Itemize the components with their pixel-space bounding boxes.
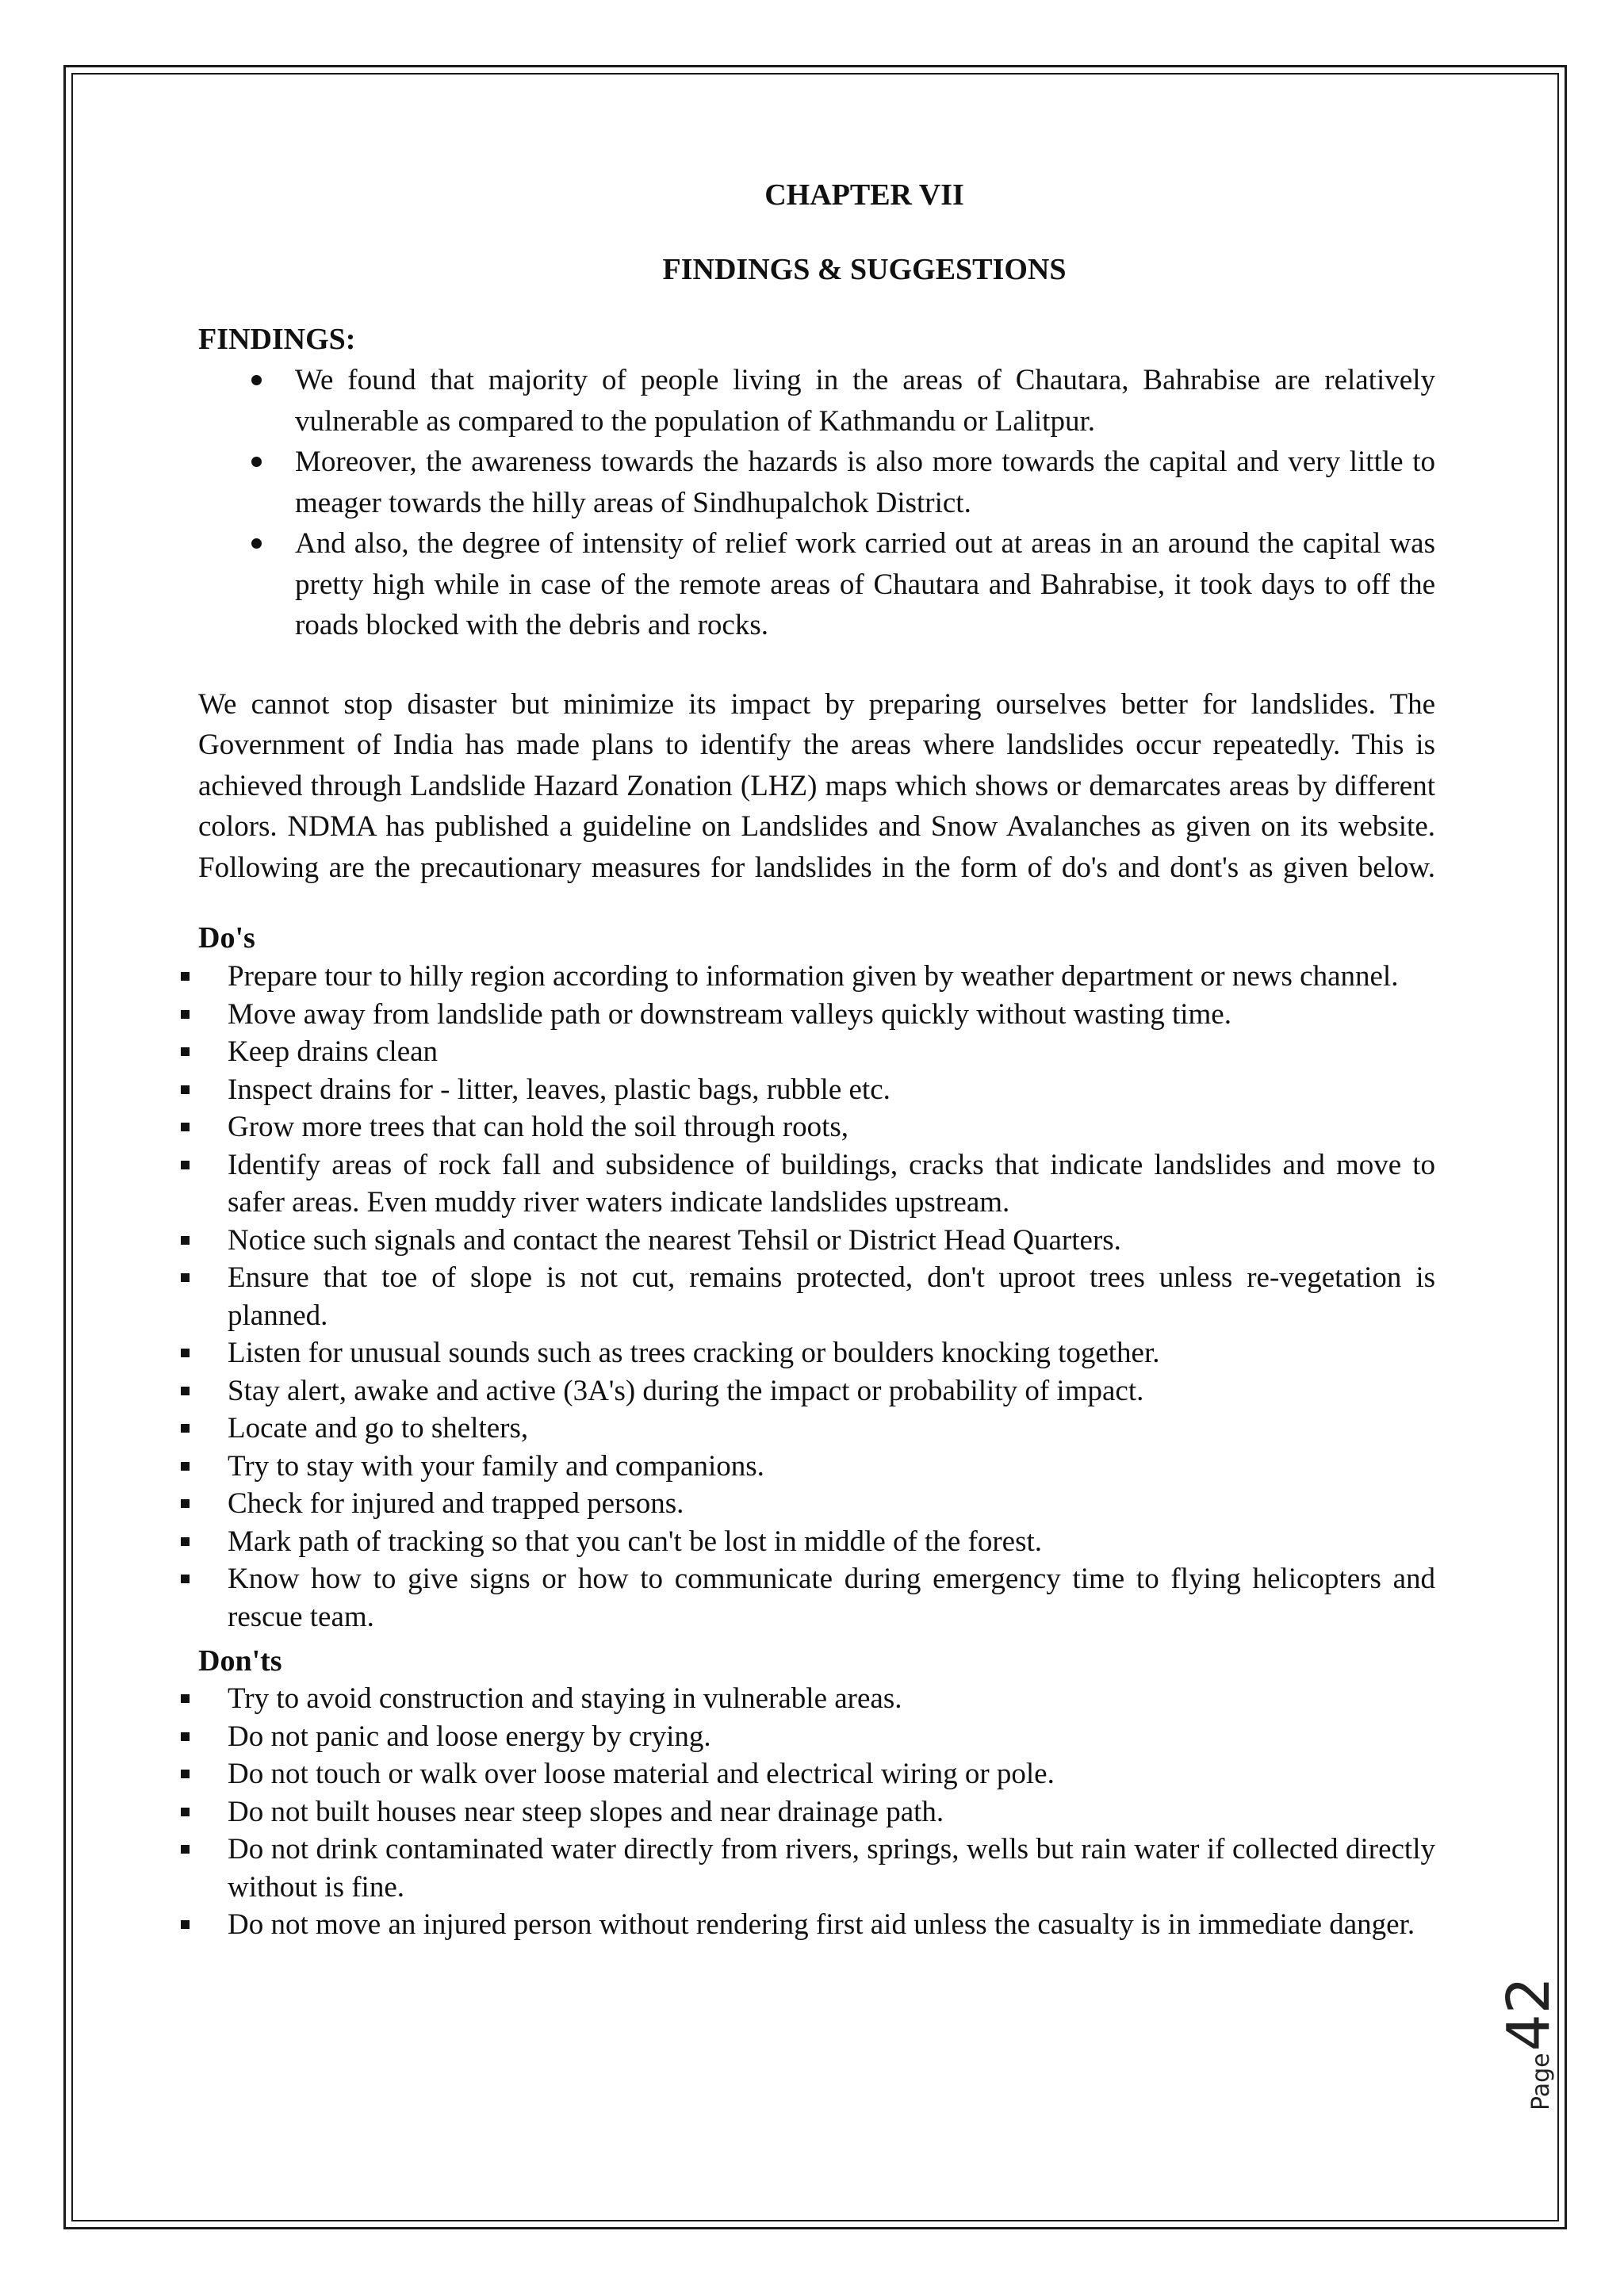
square-bullet-icon xyxy=(181,1424,190,1433)
dos-item: Listen for unusual sounds such as trees cracking or boulders knocking together. xyxy=(198,1334,1435,1372)
page-label: Page xyxy=(1527,2053,1555,2110)
dos-item: Identify areas of rock fall and subsidence of buildings, cracks that indicate landslides and move to safer areas. Even muddy river waters indicate landslides upstream. xyxy=(198,1146,1435,1222)
square-bullet-icon xyxy=(181,1236,190,1245)
square-bullet-icon xyxy=(181,1694,190,1703)
square-bullet-icon xyxy=(181,1808,190,1816)
square-bullet-icon xyxy=(181,1161,190,1169)
dos-item: Notice such signals and contact the nearest Tehsil or District Head Quarters. xyxy=(198,1222,1435,1260)
dos-item: Ensure that toe of slope is not cut, remains protected, don't uproot trees unless re-vegetation is planned. xyxy=(198,1259,1435,1334)
dos-item: Know how to give signs or how to communicate during emergency time to flying helicopters and rescue team. xyxy=(198,1560,1435,1636)
square-bullet-icon xyxy=(181,1462,190,1471)
bullet-dot-icon xyxy=(251,457,262,467)
donts-item: Do not touch or walk over loose material and electrical wiring or pole. xyxy=(198,1755,1435,1793)
dos-item: Check for injured and trapped persons. xyxy=(198,1485,1435,1523)
page-number-value: 42 xyxy=(1495,1976,1563,2052)
findings-item: Moreover, the awareness towards the hazards is also more towards the capital and very little to meager towards the hilly areas of Sindhupalchok District. xyxy=(198,442,1435,523)
findings-list xyxy=(198,360,1435,646)
intro-paragraph: We cannot stop disaster but minimize its impact by preparing ourselves better for landslides. The Government of India has made plans to identify the areas where landslides occur repeatedly. This is achieved through Landslide Hazard Zonation (LHZ) maps which shows or demarcates areas by different colors. NDMA has published a guideline on Landslides and Snow Avalanches as given on its website. Following are the precautionary measures for landslides in the form of do's and dont's as given below. xyxy=(198,687,1435,884)
dos-item: Stay alert, awake and active (3A's) during the impact or probability of impact. xyxy=(198,1372,1435,1410)
dos-item: Mark path of tracking so that you can't be lost in middle of the forest. xyxy=(198,1523,1435,1561)
dos-item: Keep drains clean xyxy=(198,1033,1435,1071)
findings-item: We found that majority of people living in the areas of Chautara, Bahrabise are relatively vulnerable as compared to the population of Kathmandu or Lalitpur. xyxy=(198,360,1435,442)
dos-item: Try to stay with your family and companions. xyxy=(198,1448,1435,1486)
document-body xyxy=(198,174,1435,1944)
dos-item: Locate and go to shelters, xyxy=(198,1410,1435,1448)
square-bullet-icon xyxy=(181,1732,190,1741)
dos-list xyxy=(198,958,1435,1636)
donts-item: Try to avoid construction and staying in vulnerable areas. xyxy=(198,1680,1435,1718)
dos-item: Prepare tour to hilly region according to information given by weather department or news channel. xyxy=(198,958,1435,996)
square-bullet-icon xyxy=(181,1920,190,1929)
donts-item: Do not move an injured person without rendering first aid unless the casualty is in immediate danger. xyxy=(198,1906,1435,1944)
square-bullet-icon xyxy=(181,1085,190,1094)
square-bullet-icon xyxy=(181,1010,190,1019)
square-bullet-icon xyxy=(181,1273,190,1282)
donts-list xyxy=(198,1680,1435,1944)
dos-item: Inspect drains for - litter, leaves, plastic bags, rubble etc. xyxy=(198,1071,1435,1109)
square-bullet-icon xyxy=(181,1387,190,1395)
dos-item: Move away from landslide path or downstream valleys quickly without wasting time. xyxy=(198,996,1435,1034)
square-bullet-icon xyxy=(181,1123,190,1131)
donts-heading: Don'ts xyxy=(198,1644,282,1678)
donts-item: Do not built houses near steep slopes and near drainage path. xyxy=(198,1793,1435,1831)
page-number xyxy=(1487,1976,1563,2110)
square-bullet-icon xyxy=(181,1845,190,1854)
dos-heading: Do's xyxy=(198,921,255,955)
section-title: FINDINGS & SUGGESTIONS xyxy=(662,253,1067,286)
bullet-dot-icon xyxy=(251,538,262,549)
dos-item: Grow more trees that can hold the soil through roots, xyxy=(198,1108,1435,1146)
findings-item: And also, the degree of intensity of relief work carried out at areas in an around the capital was pretty high while in case of the remote areas of Chautara and Bahrabise, it took days to off the roads blocked with the debris and rocks. xyxy=(198,523,1435,646)
square-bullet-icon xyxy=(181,1537,190,1546)
square-bullet-icon xyxy=(181,1770,190,1778)
donts-item: Do not panic and loose energy by crying. xyxy=(198,1718,1435,1756)
findings-heading: FINDINGS: xyxy=(198,323,356,356)
donts-item: Do not drink contaminated water directly from rivers, springs, wells but rain water if collected directly without is fine. xyxy=(198,1831,1435,1906)
chapter-title: CHAPTER VII xyxy=(764,178,964,212)
square-bullet-icon xyxy=(181,1575,190,1583)
square-bullet-icon xyxy=(181,1499,190,1508)
square-bullet-icon xyxy=(181,972,190,981)
square-bullet-icon xyxy=(181,1047,190,1056)
square-bullet-icon xyxy=(181,1349,190,1357)
bullet-dot-icon xyxy=(251,375,262,385)
